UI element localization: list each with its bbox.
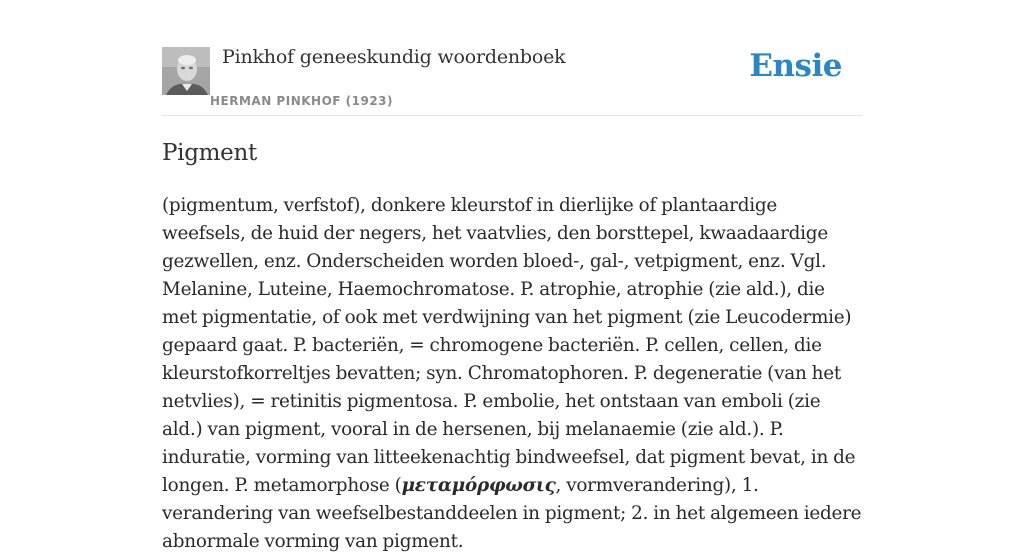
author-portrait-icon [162,47,210,95]
header [162,0,862,116]
page [162,0,862,552]
book-title[interactable]: Pinkhof geneeskundig woordenboek [222,46,566,68]
ensie-logo[interactable]: Ensie [749,48,842,84]
greek-term: μεταμόρφωσις [401,475,556,496]
author-name[interactable]: HERMAN PINKHOF (1923) [210,94,394,108]
entry-body [162,192,862,556]
author-avatar[interactable] [162,47,210,95]
entry-title: Pigment [162,140,257,166]
entry-text-part-1: (pigmentum, verfstof), donkere kleurstof in dierlijke of plantaardige weefsels, de huid der negers, het vaatvlies, den borsttepel, kwaadaardige gezwellen, enz. Onderscheiden worden bloed-, gal-, vetpigment, enz. Vgl. Melanine, Luteine, Haemochromatose. P. atrophie, atrophie (zie ald.), die met pigmentatie, of ook met verdwijning van het pigment (zie Leucodermie) gepaard gaat. P. bacteriën, = chromogene bacteriën. P. cellen, cellen, die kleurstofkorreltjes bevatten; syn. Chromatophoren. P. degeneratie (van het netvlies), = retinitis pigmentosa. P. embolie, het ontstaan van emboli (zie ald.) van pigment, vooral in de hersenen, bij melanaemie (zie ald.). P. induratie, vorming van litteekenachtig bindweefsel, dat pigment bevat, in de longen. P. metamorphose ( [162,195,856,496]
entry-text-part-2: , vormverandering), 1. verandering van weefselbestanddeelen in pigment; 2. in het algemeen iedere abnormale vorming van pigment. [162,475,862,552]
